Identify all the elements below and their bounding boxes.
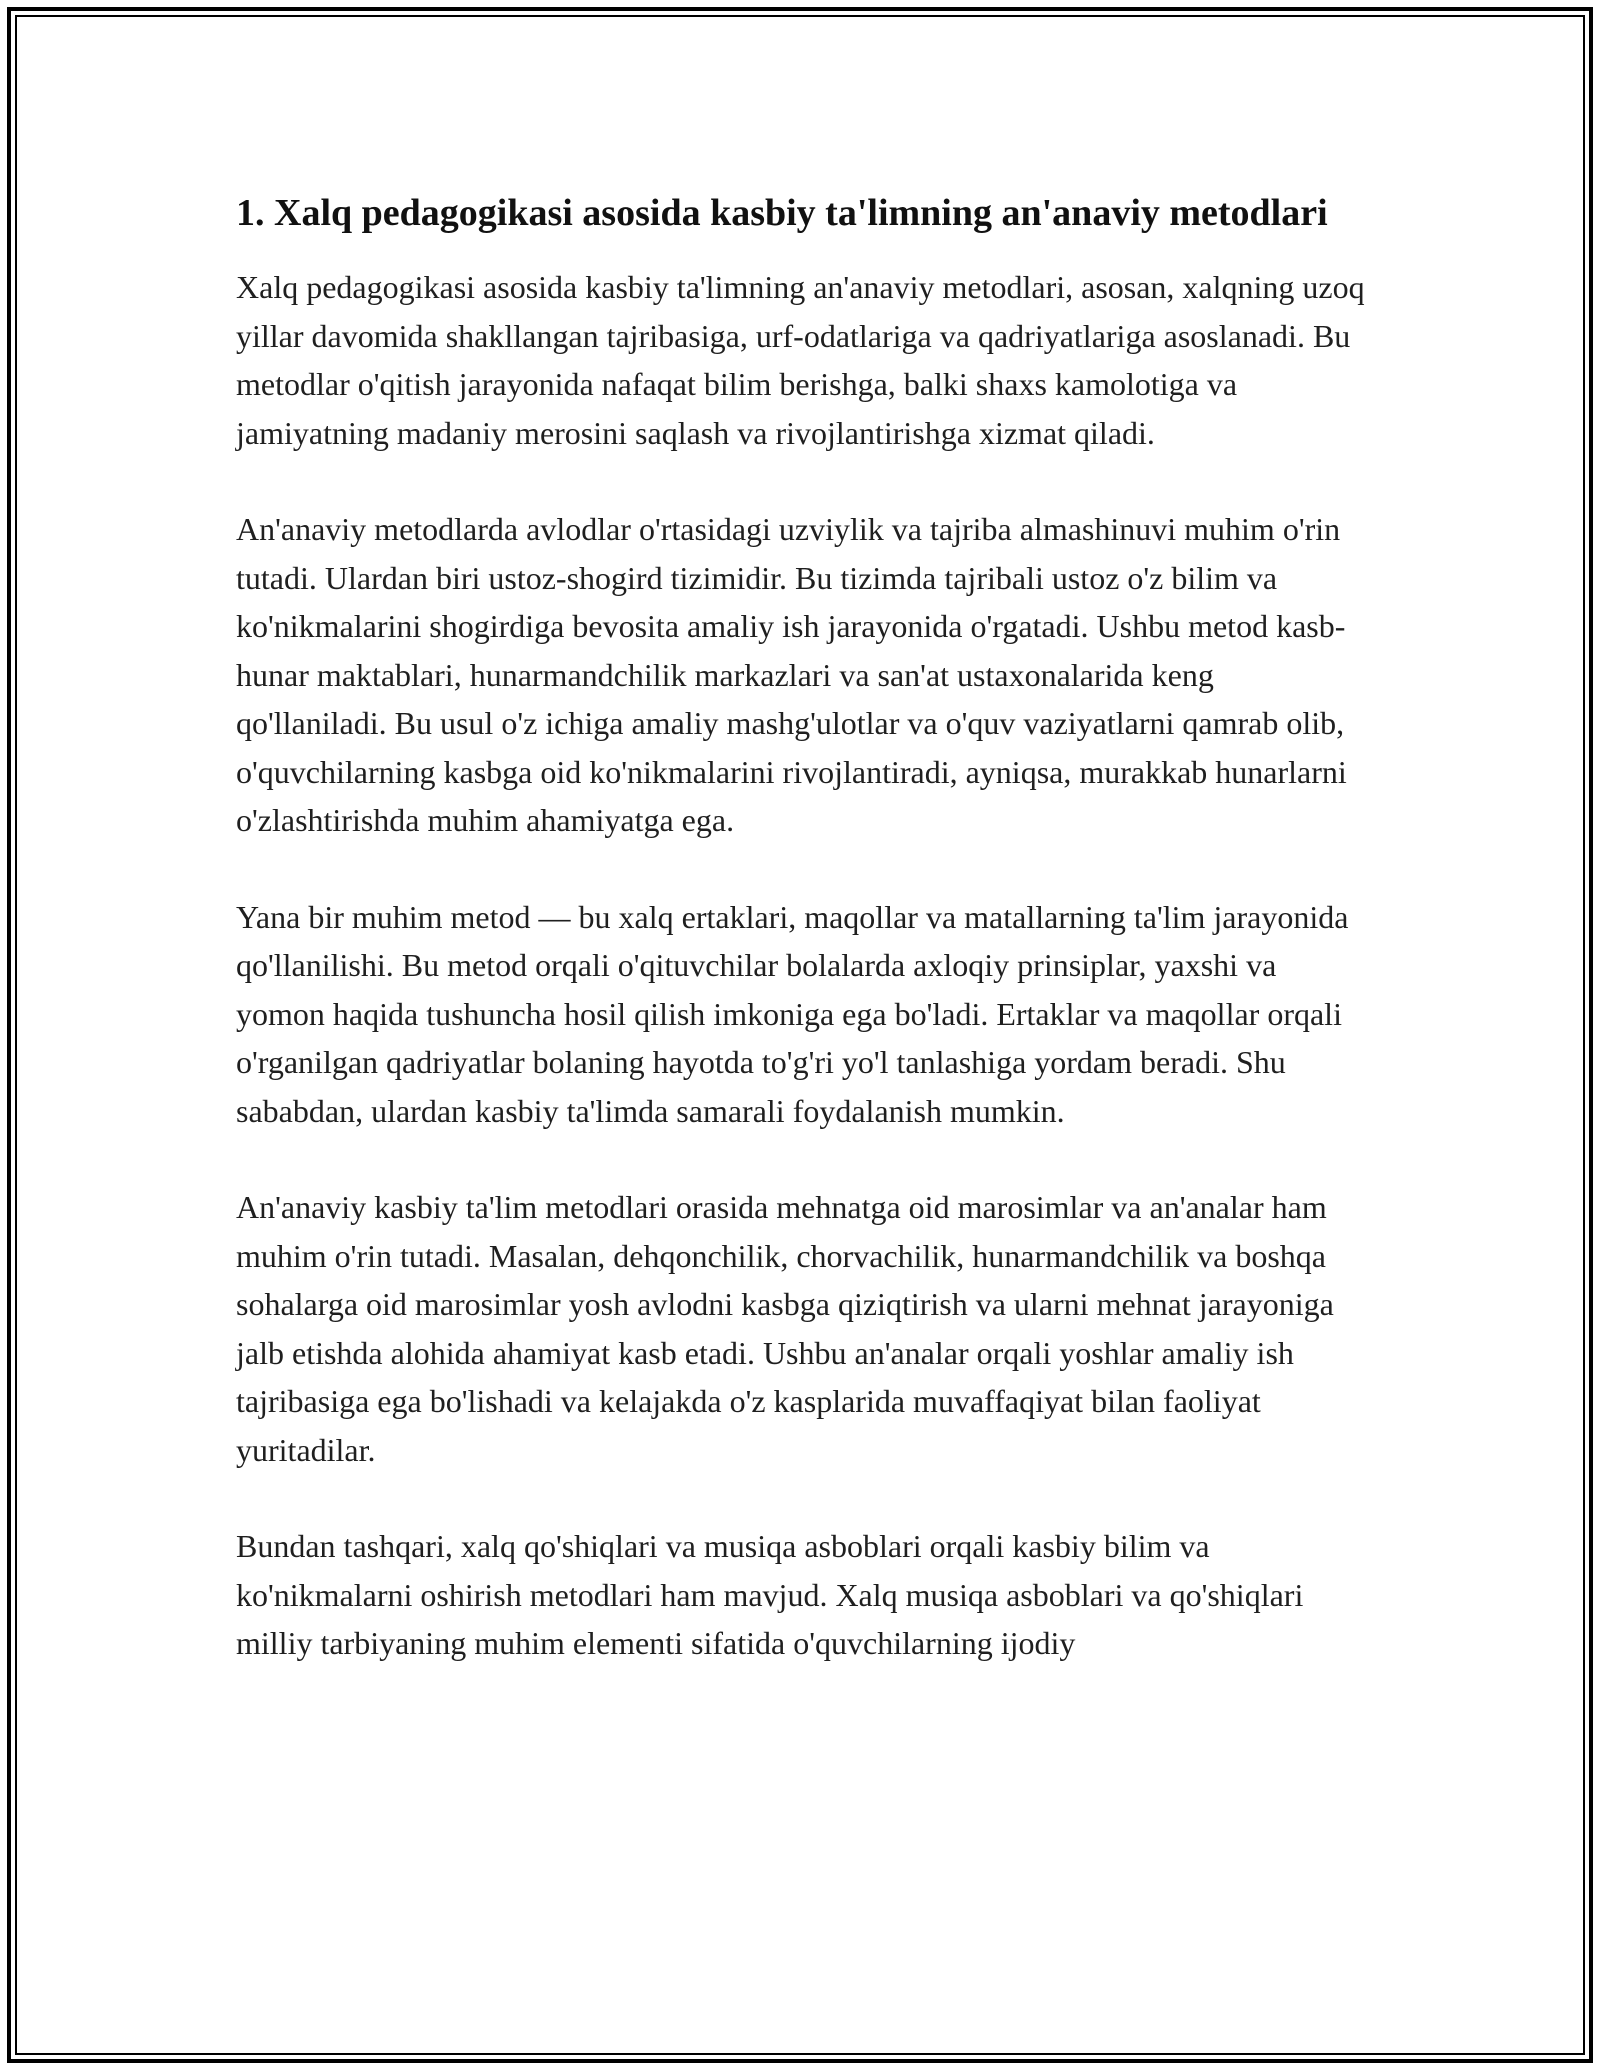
paragraph-folk-tales: Yana bir muhim metod — bu xalq ertaklari, maqollar va matallarning ta'lim jarayonida qo'llanilishi. Bu metod orqali o'qituvchilar bolalarda axloqiy prinsiplar, yaxshi va yomon haqida tushuncha hosil qilish imkoniga ega bo'ladi. Ertaklar va maqollar orqali o'rganilgan qadriyatlar bolaning hayotda to'g'ri yo'l tanlashiga yordam beradi. Shu sababdan, ulardan kasbiy ta'limda samarali foydalanish mumkin. xyxy=(236,898,1349,1129)
document-page xyxy=(236,186,1366,1716)
paragraph-labor-rituals: An'anaviy kasbiy ta'lim metodlari orasida mehnatga oid marosimlar va an'analar ham muhim o'rin tutadi. Masalan, dehqonchilik, chorvachilik, hunarmandchilik va boshqa sohalarga oid marosimlar yosh avlodni kasbga qiziqtirish va ularni mehnat jarayoniga jalb etishda alohida ahamiyat kasb etadi. Ushbu an'analar orqali yoshlar amaliy ish tajribasiga ega bo'lishadi va kelajakda o'z kasplarida muvaffaqiyat bilan faoliyat yuritadilar. xyxy=(236,1189,1334,1468)
paragraph-folk-music: Bundan tashqari, xalq qo'shiqlari va musiqa asboblari orqali kasbiy bilim va ko'nikmalarni oshirish metodlari ham mavjud. Xalq musiqa asboblari va qo'shiqlari milliy tarbiyaning muhim elementi sifatida o'quvchilarning ijodiy xyxy=(236,1528,1304,1661)
paragraph-intro: Xalq pedagogikasi asosida kasbiy ta'limning an'anaviy metodlari, asosan, xalqning uzoq yillar davomida shakllangan tajribasiga, urf-odatlariga va qadriyatlariga asoslanadi. Bu metodlar o'qitish jarayonida nafaqat bilim berishga, balki shaxs kamolotiga va jamiyatning madaniy merosini saqlash va rivojlantirishga xizmat qiladi. xyxy=(236,269,1365,451)
section-heading: 1. Xalq pedagogikasi asosida kasbiy ta'limning an'anaviy metodlari xyxy=(236,192,1328,234)
paragraph-master-apprentice: An'anaviy metodlarda avlodlar o'rtasidagi uzviylik va tajriba almashinuvi muhim o'rin tutadi. Ulardan biri ustoz-shogird tizimidir. Bu tizimda tajribali ustoz o'z bilim va ko'nikmalarini shogirdiga bevosita amaliy ish jarayonida o'rgatadi. Ushbu metod kasb-hunar maktablari, hunarmandchilik markazlari va san'at ustaxonalarida keng qo'llaniladi. Bu usul o'z ichiga amaliy mashg'ulotlar va o'quv vaziyatlarni qamrab olib, o'quvchilarning kasbga oid ko'nikmalarini rivojlantiradi, ayniqsa, murakkab hunarlarni o'zlashtirishda muhim ahamiyatga ega. xyxy=(236,511,1347,838)
